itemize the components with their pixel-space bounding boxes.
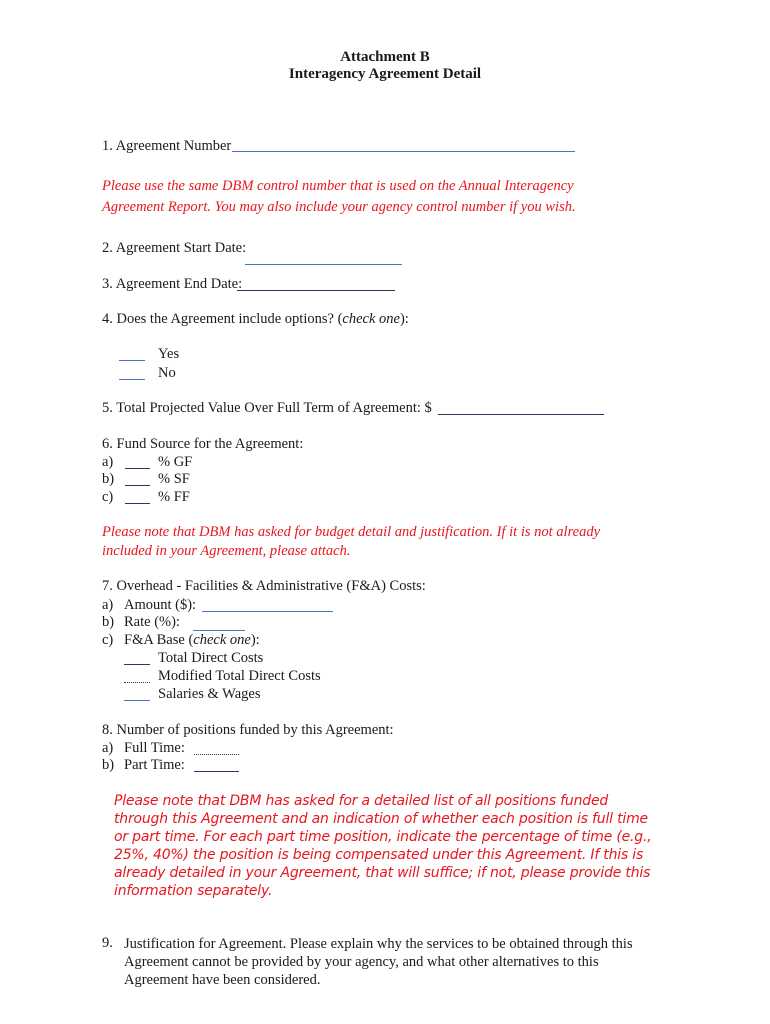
q8b-label: Part Time: — [124, 757, 185, 773]
note-budget-detail: Please note that DBM has asked for budget detail and justification. If it is not already included in your Agreement, please attach. — [102, 524, 601, 559]
start-date-field[interactable] — [245, 264, 402, 265]
part-time-field[interactable] — [194, 771, 239, 772]
q8a-label: Full Time: — [124, 740, 185, 756]
fund-ff-letter: c) — [102, 489, 114, 505]
q2-label: 2. Agreement Start Date: — [102, 240, 247, 256]
agreement-number-field[interactable] — [232, 151, 575, 152]
q7c-hint: check one — [193, 632, 251, 648]
note-positions-list: Please note that DBM has asked for a detailed list of all positions funded through this Agreement and an indication of whether each position is full time or part time. For each part time position, indicate the percentage of time (e.g., 25%, 40%) the position is being compensated under this Agreement. If this is already detailed in your Agreement, that will suffice; if not, please provide this information separately. — [114, 793, 652, 899]
q7a-label: Amount ($): — [124, 597, 197, 613]
q4-hint: check one — [342, 311, 400, 327]
q8b-letter: b) — [102, 757, 115, 773]
q3-label: 3. Agreement End Date: — [102, 276, 243, 292]
fund-ff-blank[interactable] — [125, 503, 150, 504]
q9-number: 9. — [102, 935, 113, 951]
total-value-field[interactable] — [438, 414, 604, 415]
document-subtitle: Interagency Agreement Detail — [288, 66, 482, 82]
document-title: Attachment B — [340, 49, 430, 65]
q7b-letter: b) — [102, 614, 115, 630]
overhead-amount-field[interactable] — [202, 611, 333, 612]
q7c-label: F&A Base (check one): — [124, 632, 260, 648]
q7c-letter: c) — [102, 632, 114, 648]
option-yes-blank[interactable] — [119, 360, 145, 361]
q4-label: 4. Does the Agreement include options? (check one): — [102, 311, 409, 327]
option-no-blank[interactable] — [119, 379, 145, 380]
fund-gf-blank[interactable] — [125, 468, 150, 469]
note-dbm-control-number: Please use the same DBM control number that is used on the Annual Interagency Agreement Report. You may also include your agency control number if you wish. — [102, 178, 576, 215]
q7-label: 7. Overhead - Facilities & Administrative (F&A) Costs: — [102, 578, 426, 594]
option-no-label: No — [158, 365, 176, 381]
q9-text: Justification for Agreement. Please explain why the services to be obtained through this Agreement cannot be provided by your agency, and what other alternatives to this Agreement have been considered. — [124, 936, 633, 988]
q7a-letter: a) — [102, 597, 114, 613]
base-tdc-blank[interactable] — [124, 664, 150, 665]
end-date-field[interactable] — [237, 290, 395, 291]
q5-label: 5. Total Projected Value Over Full Term of Agreement: $ — [102, 400, 432, 416]
full-time-field[interactable] — [194, 754, 239, 755]
q7b-label: Rate (%): — [124, 614, 180, 630]
base-mtdc-blank[interactable] — [124, 682, 150, 683]
fund-gf-label: % GF — [158, 454, 193, 470]
fund-ff-label: % FF — [158, 489, 190, 505]
q1-label: 1. Agreement Number — [102, 138, 232, 154]
base-tdc-label: Total Direct Costs — [158, 650, 264, 666]
q8-label: 8. Number of positions funded by this Agreement: — [102, 722, 394, 738]
base-mtdc-label: Modified Total Direct Costs — [158, 668, 321, 684]
option-yes-label: Yes — [158, 346, 180, 362]
overhead-rate-field[interactable] — [193, 630, 245, 631]
q8a-letter: a) — [102, 740, 114, 756]
base-salaries-blank[interactable] — [124, 700, 150, 701]
q6-label: 6. Fund Source for the Agreement: — [102, 436, 304, 452]
fund-gf-letter: a) — [102, 454, 114, 470]
base-salaries-label: Salaries & Wages — [158, 686, 261, 702]
fund-sf-label: % SF — [158, 471, 190, 487]
fund-sf-letter: b) — [102, 471, 115, 487]
fund-sf-blank[interactable] — [125, 485, 150, 486]
